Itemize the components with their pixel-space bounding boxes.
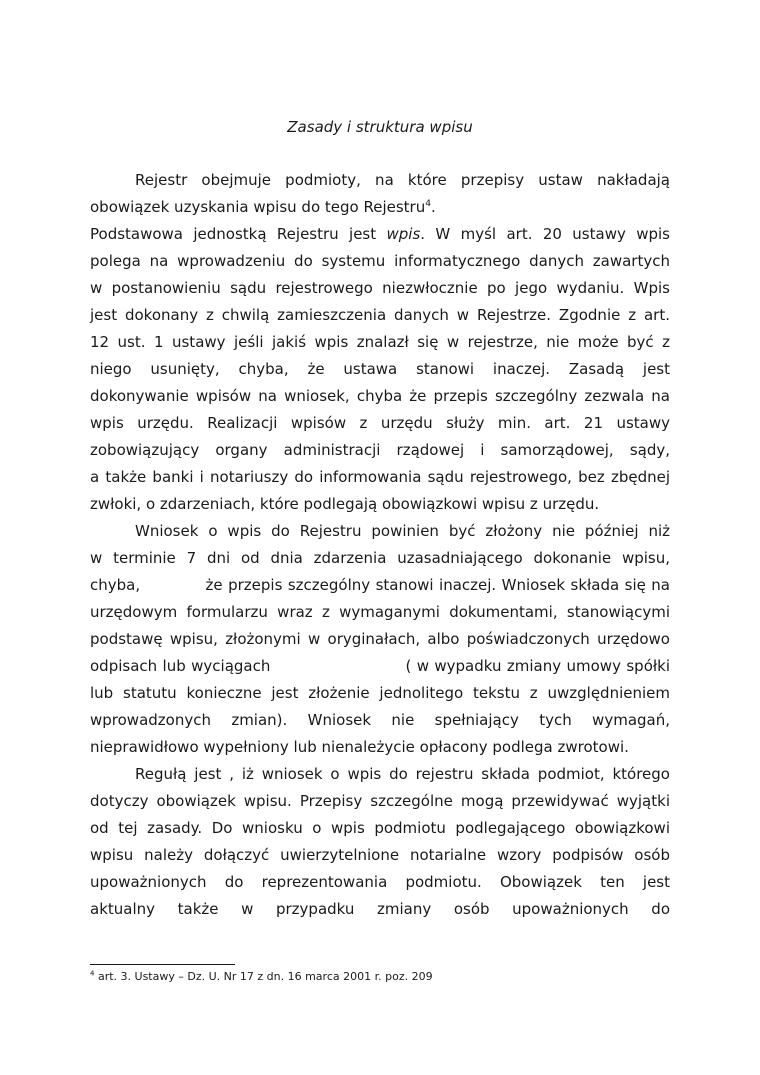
footnote-reference[interactable]: 4 xyxy=(425,199,431,209)
footnote-marker: 4 xyxy=(90,969,95,978)
text-line: dokonywanie wpisów na wniosek, chyba że przepis szczególny zezwala na xyxy=(90,387,670,405)
document-title: Zasady i struktura wpisu xyxy=(287,118,473,136)
text-line: urzędowym formularzu wraz z wymaganymi dokumentami, stanowiącymi xyxy=(90,603,670,621)
text-line: chyba, że przepis szczególny stanowi inaczej. Wniosek składa się na xyxy=(90,576,670,594)
text-line: 12 ust. 1 ustawy jeśli jakiś wpis znalazł się w rejestrze, nie może być z xyxy=(90,333,670,351)
text-line: wpis urzędu. Realizacji wpisów z urzędu służy min. art. 21 ustawy xyxy=(90,414,670,432)
text-line: zobowiązujący organy administracji rządowej i samorządowej, sądy, xyxy=(90,441,670,459)
text-line: wprowadzonych zmian). Wniosek nie spełniający tych wymagań, xyxy=(90,711,670,729)
text-line: Wniosek o wpis do Rejestru powinien być złożony nie później niż xyxy=(135,522,670,540)
text-line: polega na wprowadzeniu do systemu informatycznego danych zawartych xyxy=(90,252,670,270)
text-line: niego usunięty, chyba, że ustawa stanowi inaczej. Zasadą jest xyxy=(90,360,670,378)
text-line: aktualny także w przypadku zmiany osób upoważnionych do xyxy=(90,900,670,918)
text-line: jest dokonany z chwilą zamieszczenia danych w Rejestrze. Zgodnie z art. xyxy=(90,306,670,324)
footnote xyxy=(90,969,433,985)
text-line: zwłoki, o zdarzeniach, które podlegają obowiązkowi wpisu z urzędu. xyxy=(90,495,600,513)
text-line: Podstawowa jednostką Rejestru jest wpis. W myśl art. 20 ustawy wpis xyxy=(90,225,670,243)
text-line: w terminie 7 dni od dnia zdarzenia uzasadniającego dokonanie wpisu, xyxy=(90,549,670,567)
text-line: nieprawidłowo wypełniony lub nienależycie opłacony podlega zwrotowi. xyxy=(90,738,629,756)
text-line: w postanowieniu sądu rejestrowego niezwłocznie po jego wydaniu. Wpis xyxy=(90,279,670,297)
footnote-separator xyxy=(90,964,235,965)
emphasis-term: wpis xyxy=(386,225,421,243)
text-line: Rejestr obejmuje podmioty, na które przepisy ustaw nakładają xyxy=(135,171,670,189)
text-line: Regułą jest , iż wniosek o wpis do rejestru składa podmiot, którego xyxy=(135,765,670,783)
text-line: a także banki i notariuszy do informowania sądu rejestrowego, bez zbędnej xyxy=(90,468,670,486)
text-line: od tej zasady. Do wniosku o wpis podmiotu podlegającego obowiązkowi xyxy=(90,819,670,837)
text-line: odpisach lub wyciągach ( w wypadku zmiany umowy spółki xyxy=(90,657,670,675)
text-line: dotyczy obowiązek wpisu. Przepisy szczególne mogą przewidywać wyjątki xyxy=(90,792,670,810)
footnote-text: art. 3. Ustawy – Dz. U. Nr 17 z dn. 16 marca 2001 r. poz. 209 xyxy=(94,970,433,983)
text-line: upoważnionych do reprezentowania podmiotu. Obowiązek ten jest xyxy=(90,873,670,891)
text-line: podstawę wpisu, złożonymi w oryginałach, albo poświadczonych urzędowo xyxy=(90,630,670,648)
text-line: obowiązek uzyskania wpisu do tego Rejestru$^4$. xyxy=(90,198,436,216)
text-line: wpisu należy dołączyć uwierzytelnione notarialne wzory podpisów osób xyxy=(90,846,670,864)
text-line: lub statutu konieczne jest złożenie jednolitego tekstu z uwzględnieniem xyxy=(90,684,670,702)
